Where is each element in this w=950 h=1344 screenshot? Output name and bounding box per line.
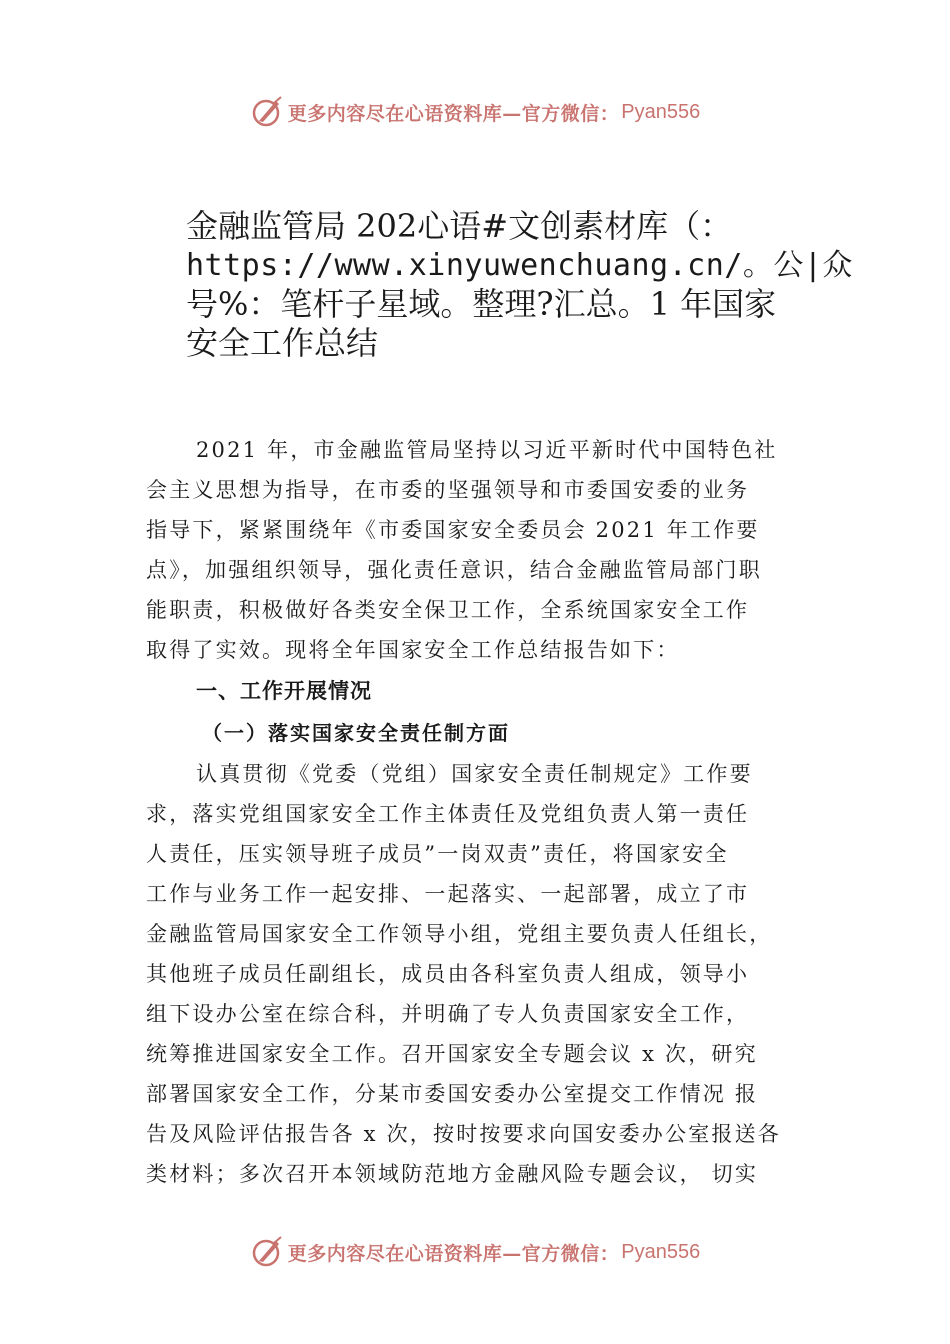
section-heading: 一、工作开展情况	[196, 679, 372, 703]
paragraph-line: 取得了实效。现将全年国家安全工作总结报告如下：	[146, 638, 680, 662]
paragraph-line: 类材料；多次召开本领域防范地方金融风险专题会议， 切实	[146, 1162, 759, 1186]
paragraph-line: 组下设办公室在综合科，并明确了专人负责国家安全工作，	[146, 1002, 750, 1026]
paragraph-line: 工作与业务工作一起安排、一起落实、一起部署，成立了市	[146, 882, 750, 906]
footer-watermark	[0, 1232, 950, 1272]
paragraph-line: 统筹推进国家安全工作。召开国家安全专题会议 x 次，研究	[146, 1042, 758, 1066]
document-title	[186, 207, 853, 363]
paragraph-line: 金融监管局国家安全工作领导小组，党组主要负责人任组长，	[146, 922, 773, 946]
title-line-1: 金融监管局 202心语#文创素材库（：	[186, 207, 733, 245]
title-line-4: 安全工作总结	[186, 324, 379, 362]
paragraph-line: 部署国家安全工作，分某市委国安委办公室提交工作情况 报	[146, 1082, 759, 1106]
watermark-text: 更多内容尽在心语资料库—官方微信：	[287, 1242, 620, 1265]
title-line-3: 号%：笔杆子星域。整理?汇总。1 年国家	[186, 285, 777, 323]
paragraph-line: 指导下，紧紧围绕年《市委国家安全委员会 2021 年工作要	[146, 518, 760, 542]
title-line-2: https://www.xinyuwenchuang.cn/。公|众	[186, 248, 853, 283]
paragraph-line: 能职责，积极做好各类安全保卫工作，全系统国家安全工作	[146, 598, 750, 622]
quill-seal-icon	[250, 1235, 284, 1269]
wechat-id: Pyan556	[621, 100, 701, 123]
wechat-id: Pyan556	[621, 1240, 701, 1263]
paragraph-line: 告及风险评估报告各 x 次，按时按要求向国安委办公室报送各	[146, 1122, 781, 1146]
paragraph-line: 会主义思想为指导，在市委的坚强领导和市委国安委的业务	[146, 478, 750, 502]
document-body	[146, 430, 836, 1194]
subsection-heading: （一）落实国家安全责任制方面	[202, 721, 510, 745]
paragraph-line: 求，落实党组国家安全工作主体责任及党组负责人第一责任	[146, 802, 750, 826]
watermark-text: 更多内容尽在心语资料库—官方微信：	[287, 102, 620, 125]
paragraph-line: 其他班子成员任副组长，成员由各科室负责人组成，领导小	[146, 962, 750, 986]
paragraph-line: 人责任，压实领导班子成员”一岗双责”责任，将国家安全	[146, 842, 729, 866]
paragraph-line: 认真贯彻《党委（党组）国家安全责任制规定》工作要	[196, 762, 753, 786]
header-watermark	[0, 92, 950, 132]
paragraph-line: 点》，加强组织领导，强化责任意识，结合金融监管局部门职	[146, 558, 762, 582]
quill-seal-icon	[250, 95, 284, 129]
paragraph-line: 2021 年，市金融监管局坚持以习近平新时代中国特色社	[196, 438, 778, 462]
